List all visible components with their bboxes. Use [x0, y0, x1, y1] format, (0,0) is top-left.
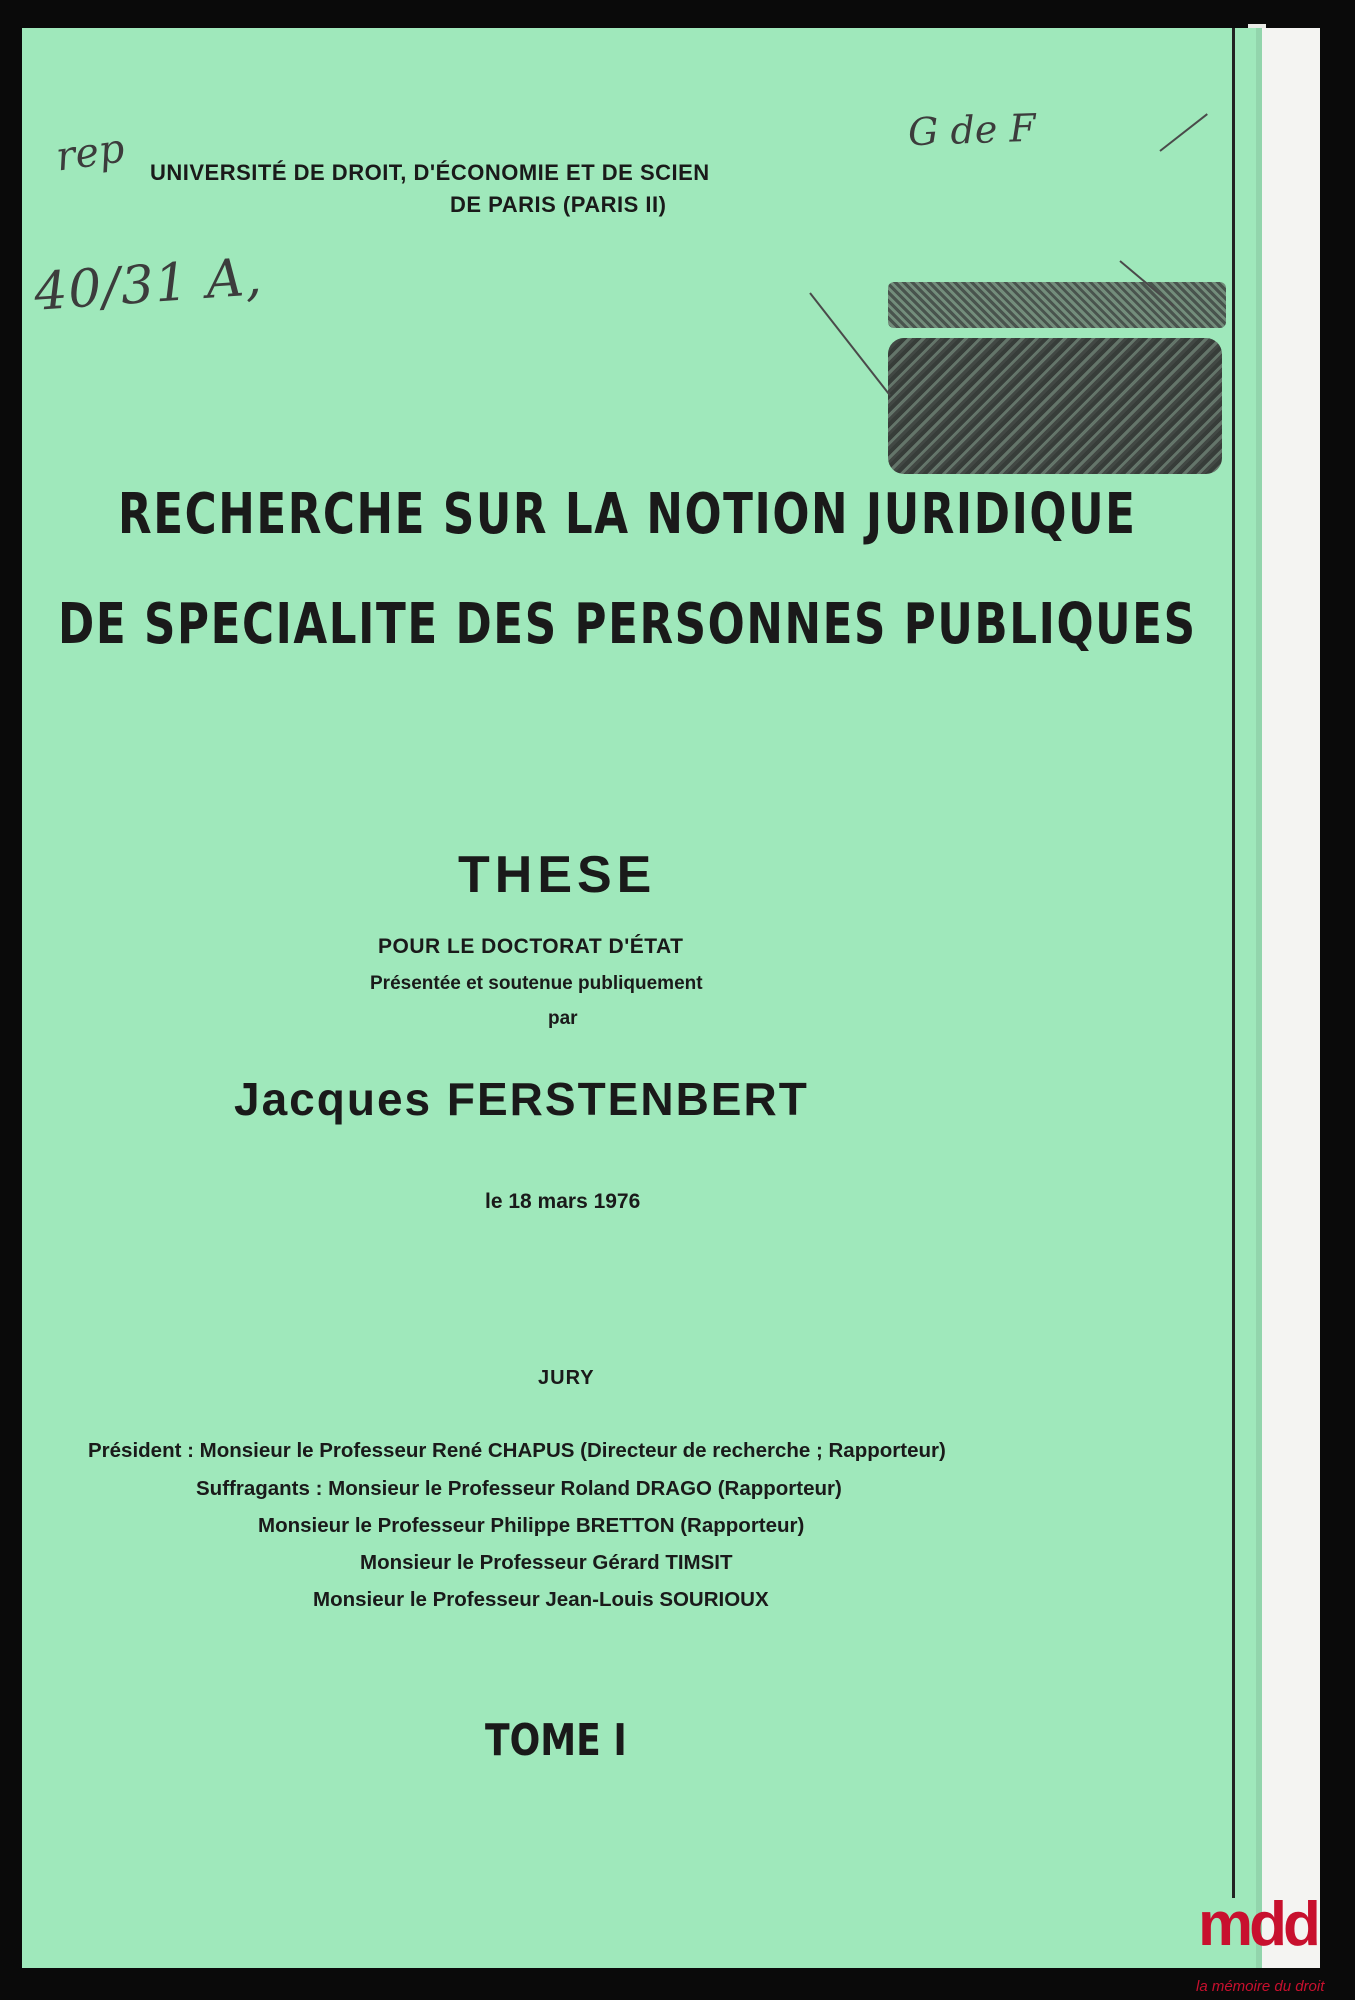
library-stamp: [888, 338, 1222, 474]
by-label: par: [548, 1008, 578, 1029]
jury-heading: JURY: [538, 1367, 595, 1389]
jury-member: Monsieur le Professeur Jean-Louis SOURIOUX: [313, 1588, 769, 1611]
degree-label: POUR LE DOCTORAT D'ÉTAT: [378, 935, 684, 958]
handwritten-note-top-left: rep: [53, 125, 128, 181]
thesis-title-line1: RECHERCHE SUR LA NOTION JURIDIQUE: [118, 482, 1137, 547]
author-name: Jacques FERSTENBERT: [234, 1073, 809, 1125]
handwritten-note-top-right: G de F: [907, 105, 1037, 155]
jury-member-president: Président : Monsieur le Professeur René CHAPUS (Directeur de recherche ; Rapporteur): [88, 1439, 946, 1462]
defense-date: le 18 mars 1976: [485, 1190, 641, 1213]
university-name: UNIVERSITÉ DE DROIT, D'ÉCONOMIE ET DE SCIEN: [150, 160, 710, 185]
scan-border: [0, 1968, 1355, 2000]
cover-edge-line: [1232, 28, 1235, 1898]
thesis-heading: THESE: [458, 846, 657, 904]
jury-member: Monsieur le Professeur Gérard TIMSIT: [360, 1551, 733, 1574]
handwritten-shelf-mark: 40/31 A,: [32, 247, 265, 323]
jury-member: Suffragants : Monsieur le Professeur Roland DRAGO (Rapporteur): [196, 1477, 842, 1500]
library-stamp-top: [888, 282, 1226, 328]
presented-label: Présentée et soutenue publiquement: [370, 973, 703, 994]
mdd-logo: mdd: [1198, 1890, 1317, 1959]
mdd-tagline: la mémoire du droit: [1196, 1978, 1325, 1995]
thesis-title-line2: DE SPECIALITE DES PERSONNES PUBLIQUES: [58, 592, 1197, 657]
jury-member: Monsieur le Professeur Philippe BRETTON (Rapporteur): [258, 1514, 805, 1537]
university-city: DE PARIS (PARIS II): [450, 192, 667, 217]
page-edge-white: [1262, 28, 1320, 1990]
volume-label: TOME I: [485, 1715, 627, 1766]
